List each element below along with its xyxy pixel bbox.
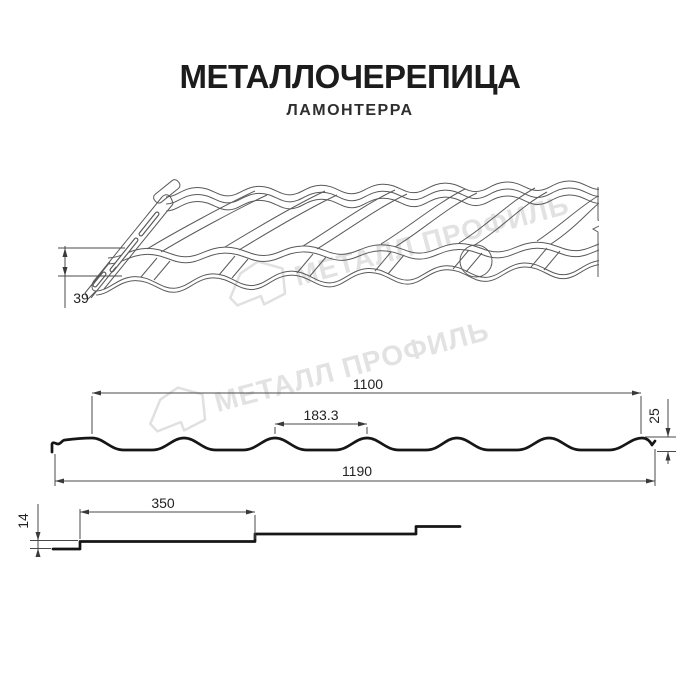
profile-outline	[52, 438, 655, 452]
dim-1100-label: 1100	[352, 376, 384, 392]
dim-1190-label: 1190	[341, 463, 373, 479]
cross-section-profile	[52, 376, 676, 486]
page-subtitle: ЛАМОНТЕРРА	[286, 101, 414, 119]
dimension-350	[80, 495, 255, 539]
dimension-183-3	[275, 407, 367, 434]
step-outline	[53, 527, 460, 550]
tile-sheet	[96, 180, 615, 295]
dim-183-3-label: 183.3	[303, 407, 339, 423]
dimension-25	[645, 399, 676, 464]
drawing-header	[0, 60, 700, 120]
dim-39-label: 39	[73, 290, 89, 306]
detail-callout-circle	[460, 245, 492, 277]
dim-25-label: 25	[646, 408, 662, 424]
step-profile	[15, 495, 460, 557]
dimension-1190	[55, 449, 655, 486]
page-title: МЕТАЛЛОЧЕРЕПИЦА	[179, 58, 521, 95]
break-line	[593, 187, 605, 277]
dim-350-label: 350	[151, 495, 175, 511]
dim-14-label: 14	[15, 513, 31, 529]
watermark-top	[223, 180, 573, 312]
